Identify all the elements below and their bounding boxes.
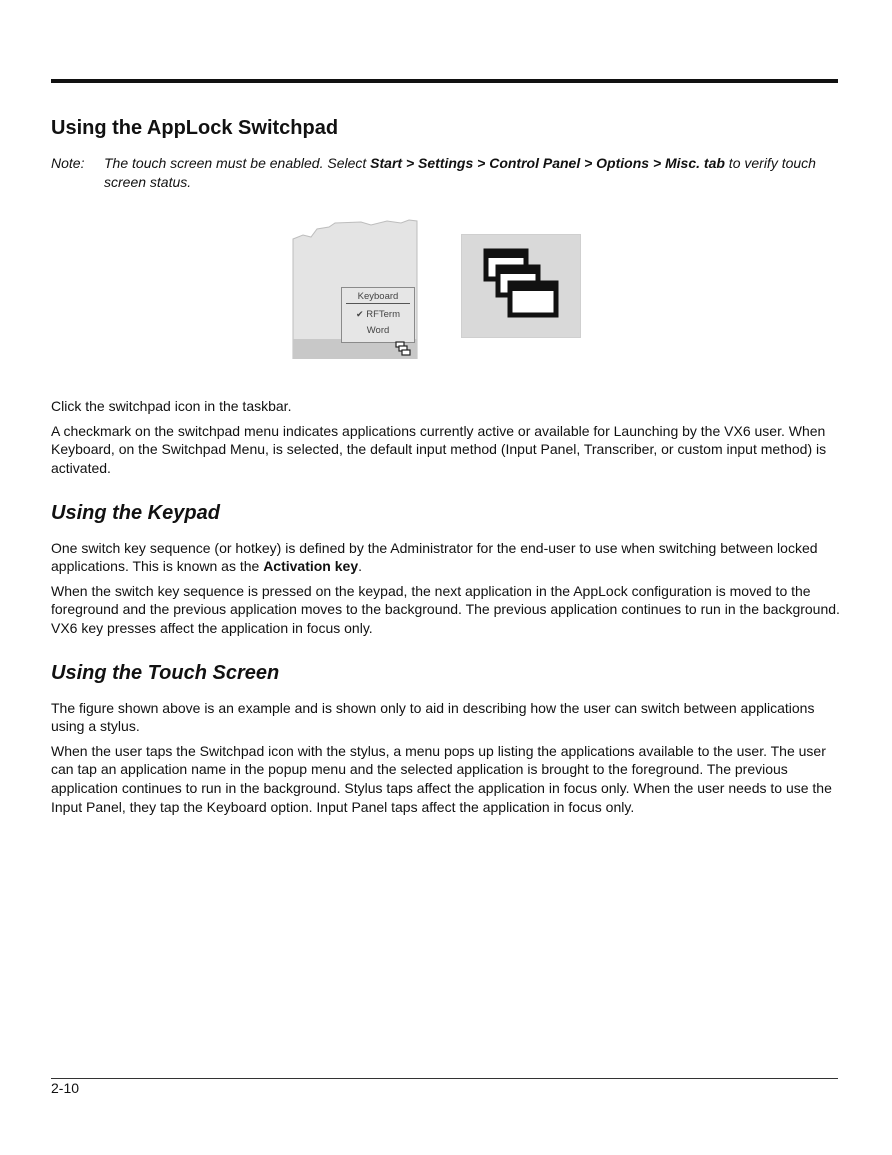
paragraph-figure-example: The figure shown above is an example and is shown only to aid in describing how the user can switch between applications using a stylus. [51,699,815,735]
menu-item-rfterm-label: RFTerm [366,309,400,321]
menu-item-word: Word [366,325,390,337]
paragraph-stylus-taps: When the user taps the Switchpad icon with the stylus, a menu pops up listing the applications available to the user. The user can tap an application name in the popup menu and the selected application is brought to the foreground. The previous application continues to run in the background. Stylus taps affect the application in focus only. When the user needs to use the Input Panel, they tap the Keyboard option. Input Panel taps affect the application in focus only. [51,742,832,815]
note-text-post: to verify touch screen status. [104,155,816,190]
switchpad-icon [462,235,580,337]
menu-item-keyboard: Keyboard [346,291,410,304]
menu-item-rfterm [342,309,414,320]
paragraph-key-sequence: When the switch key sequence is pressed on the keypad, the next application in the AppLock configuration is moved to the foreground and the previous application moves to the background. The previous application continues to run in the background. VX6 key presses affect the application in focus only. [51,582,840,636]
activation-key-term: Activation key [263,558,359,575]
keypad-p1-text: One switch key sequence (or hotkey) is defined by the Administrator for the end-user to use when switching between locked applications. This is known as the [51,539,818,575]
note [51,154,841,191]
paragraph-checkmark: A checkmark on the switchpad menu indicates applications currently active or available for Launching by the VX6 user. When Keyboard, on the Switchpad Menu, is selected, the default input method (Input Panel, Transcriber, or custom input method) is activated. [51,422,827,476]
paragraph-switch-key [51,539,841,576]
switchpad-menu-screenshot [291,219,419,359]
switchpad-icon-enlarged [461,234,581,338]
page-number: 2-10 [51,1080,80,1096]
heading-using-keypad: Using the Keypad [51,501,220,524]
paragraph-click-switchpad: Click the switchpad icon in the taskbar. [51,398,292,415]
switchpad-figures [51,219,841,394]
note-text-pre: The touch screen must be enabled. Select [104,155,371,171]
bottom-rule [51,1078,838,1079]
top-rule [51,79,838,83]
small-switchpad-icon [395,341,411,357]
switchpad-popup-menu [341,287,415,343]
note-body [104,154,841,191]
note-label: Note: [51,155,85,171]
page-content [51,117,841,822]
checkmark-icon: ✔ [356,309,364,320]
note-path: Start > Settings > Control Panel > Options > Misc. tab [370,155,725,171]
heading-applock-switchpad: Using the AppLock Switchpad [51,117,339,139]
heading-using-touch-screen: Using the Touch Screen [51,661,280,684]
keypad-p1-end: . [358,558,363,575]
